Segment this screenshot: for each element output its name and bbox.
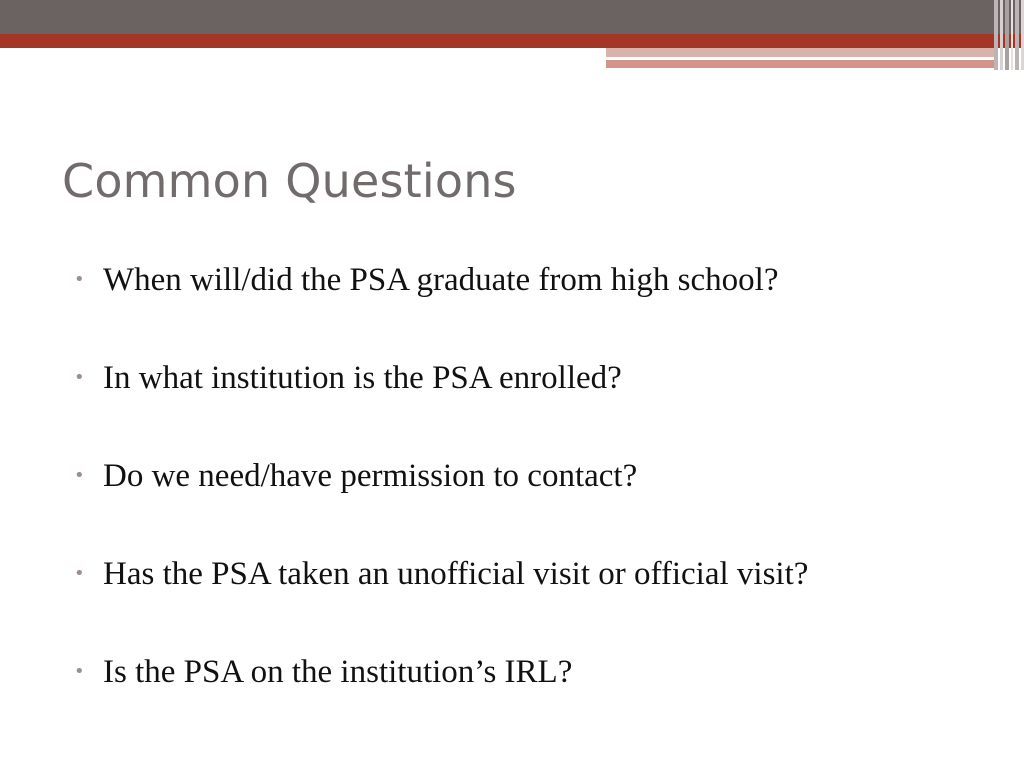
bullet-text: Do we need/have permission to contact?	[103, 458, 638, 494]
bullet-dot-icon: •	[74, 563, 85, 584]
header-stripe	[1011, 0, 1013, 70]
bullet-list	[74, 258, 808, 748]
bullet-dot-icon: •	[74, 465, 85, 486]
bullet-text: When will/did the PSA graduate from high school?	[103, 262, 779, 298]
slide-title: Common Questions	[62, 154, 517, 208]
bullet-dot-icon: •	[74, 367, 85, 388]
bullet-text: Has the PSA taken an unofficial visit or official visit?	[103, 556, 809, 592]
bullet-item	[74, 454, 808, 552]
header-stripe	[1000, 0, 1003, 70]
bullet-item	[74, 356, 808, 454]
header-gray-band	[0, 0, 1024, 34]
bullet-item	[74, 258, 808, 356]
bullet-text: Is the PSA on the institution’s IRL?	[103, 654, 573, 690]
header-stripe	[1005, 0, 1009, 70]
bullet-dot-icon: •	[74, 661, 85, 682]
header-accent-lower	[606, 60, 994, 68]
bullet-text: In what institution is the PSA enrolled?	[103, 360, 622, 396]
header-accent-upper	[606, 48, 994, 57]
bullet-item	[74, 650, 808, 748]
bullet-item	[74, 552, 808, 650]
header-red-band	[0, 34, 1024, 48]
bullet-dot-icon: •	[74, 269, 85, 290]
header-gap	[0, 48, 606, 50]
header-stripe	[1015, 0, 1019, 70]
header-stripe	[994, 0, 998, 70]
